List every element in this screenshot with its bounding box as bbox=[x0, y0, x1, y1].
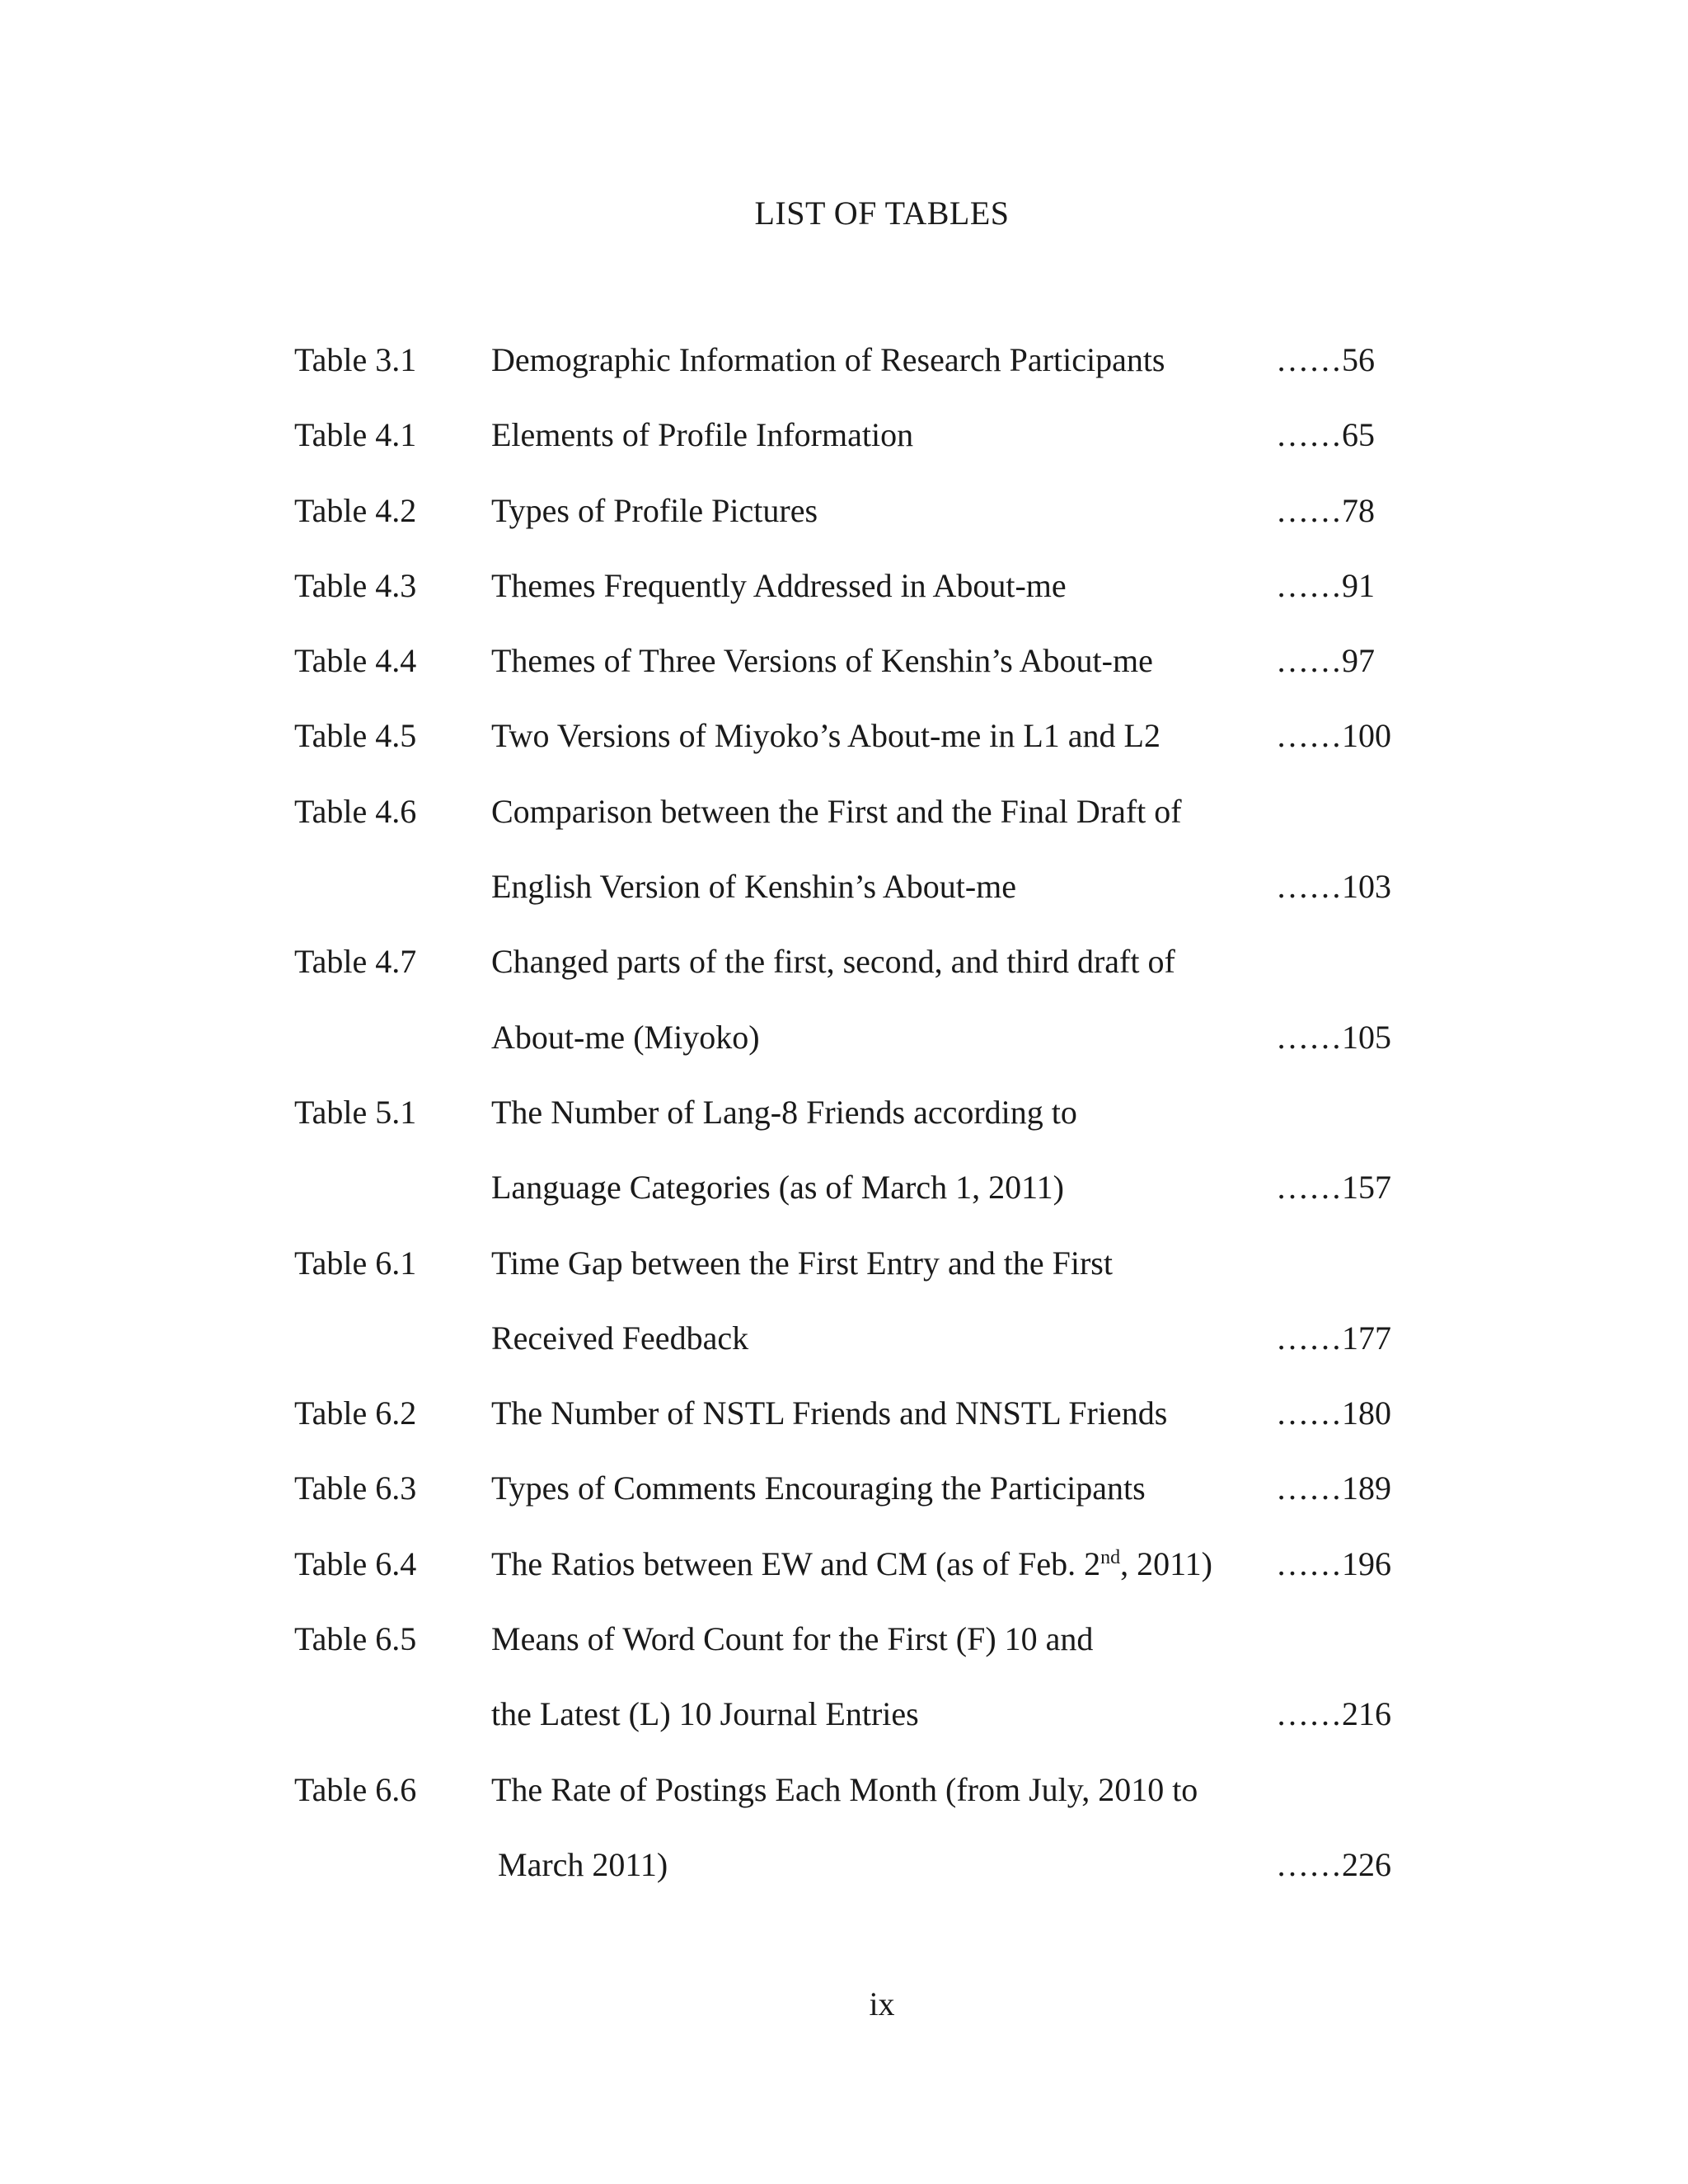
list-item bbox=[0, 1244, 1688, 1319]
page-title: LIST OF TABLES bbox=[754, 194, 1010, 232]
list-item bbox=[0, 1469, 1688, 1544]
list-item bbox=[0, 340, 1688, 415]
page-number: ……100 bbox=[1276, 717, 1391, 755]
table-title: Two Versions of Miyoko’s About-me in L1 and L2 bbox=[491, 717, 1160, 755]
table-title: Means of Word Count for the First (F) 10 and bbox=[491, 1620, 1094, 1658]
page-number: ……177 bbox=[1276, 1319, 1391, 1357]
table-list bbox=[0, 340, 1688, 1920]
table-number: Table 4.7 bbox=[294, 943, 417, 981]
list-item bbox=[0, 1619, 1688, 1694]
table-number: Table 4.1 bbox=[294, 416, 417, 454]
page-number: ……189 bbox=[1276, 1469, 1391, 1507]
table-number: Table 6.6 bbox=[294, 1770, 417, 1808]
table-title: Types of Profile Pictures bbox=[491, 491, 818, 529]
table-number: Table 5.1 bbox=[294, 1093, 417, 1131]
list-item bbox=[0, 1093, 1688, 1168]
table-title: The Rate of Postings Each Month (from July, 2010 to bbox=[491, 1770, 1198, 1808]
page-number: ……157 bbox=[1276, 1169, 1391, 1207]
table-title: the Latest (L) 10 Journal Entries bbox=[491, 1695, 919, 1733]
table-title: Types of Comments Encouraging the Participants bbox=[491, 1469, 1146, 1507]
table-number: Table 6.5 bbox=[294, 1620, 417, 1658]
list-item bbox=[0, 1770, 1688, 1845]
page-number: ……226 bbox=[1276, 1845, 1391, 1883]
list-item bbox=[0, 566, 1688, 641]
table-number: Table 4.4 bbox=[294, 642, 417, 680]
ordinal-suffix: nd bbox=[1100, 1546, 1121, 1568]
table-title: Demographic Information of Research Participants bbox=[491, 341, 1165, 378]
page-number: ……78 bbox=[1276, 491, 1375, 529]
table-number: Table 4.6 bbox=[294, 792, 417, 830]
page-number: ……196 bbox=[1276, 1544, 1391, 1582]
list-item bbox=[0, 415, 1688, 490]
table-title bbox=[491, 1544, 1212, 1583]
table-title: Comparison between the First and the Final Draft of bbox=[491, 792, 1182, 830]
table-title: Themes of Three Versions of Kenshin’s About-me bbox=[491, 642, 1153, 680]
page-number: ……91 bbox=[1276, 566, 1375, 604]
table-title: Time Gap between the First Entry and the First bbox=[491, 1244, 1113, 1282]
table-number: Table 6.2 bbox=[294, 1394, 417, 1432]
table-number: Table 6.4 bbox=[294, 1544, 417, 1582]
list-item-continuation bbox=[0, 1319, 1688, 1394]
page-number: ……97 bbox=[1276, 642, 1375, 680]
table-title: Changed parts of the first, second, and third draft of bbox=[491, 943, 1175, 981]
table-title: Language Categories (as of March 1, 2011) bbox=[491, 1169, 1064, 1207]
page-number: ……56 bbox=[1276, 341, 1375, 378]
list-item bbox=[0, 1544, 1688, 1619]
page-number: ……180 bbox=[1276, 1394, 1391, 1432]
title-text: , 2011) bbox=[1120, 1544, 1212, 1582]
title-text: The Ratios between EW and CM (as of Feb. 2 bbox=[491, 1544, 1101, 1582]
list-item bbox=[0, 491, 1688, 566]
table-title: English Version of Kenshin’s About-me bbox=[491, 868, 1017, 906]
list-item-continuation bbox=[0, 1845, 1688, 1920]
table-title: About-me (Miyoko) bbox=[491, 1018, 760, 1056]
table-number: Table 4.5 bbox=[294, 717, 417, 755]
page-folio: ix bbox=[869, 1985, 895, 2022]
list-item bbox=[0, 716, 1688, 791]
list-item-continuation bbox=[0, 1018, 1688, 1093]
list-item-continuation bbox=[0, 1694, 1688, 1769]
table-title: Themes Frequently Addressed in About-me bbox=[491, 566, 1067, 604]
table-title: Elements of Profile Information bbox=[491, 416, 914, 454]
table-number: Table 4.2 bbox=[294, 491, 417, 529]
list-item bbox=[0, 792, 1688, 867]
table-title: The Number of NSTL Friends and NNSTL Friends bbox=[491, 1394, 1168, 1432]
table-title: The Number of Lang-8 Friends according to bbox=[491, 1093, 1077, 1131]
list-item bbox=[0, 942, 1688, 1017]
list-item-continuation bbox=[0, 1168, 1688, 1243]
page-number: ……216 bbox=[1276, 1695, 1391, 1733]
table-number: Table 6.3 bbox=[294, 1469, 417, 1507]
page-number: ……105 bbox=[1276, 1018, 1391, 1056]
list-item-continuation bbox=[0, 867, 1688, 942]
table-number: Table 4.3 bbox=[294, 566, 417, 604]
table-number: Table 3.1 bbox=[294, 341, 417, 378]
list-item bbox=[0, 1394, 1688, 1469]
table-title: Received Feedback bbox=[491, 1319, 749, 1357]
list-item bbox=[0, 641, 1688, 716]
page-number: ……65 bbox=[1276, 416, 1375, 454]
table-title: March 2011) bbox=[498, 1845, 668, 1883]
table-number: Table 6.1 bbox=[294, 1244, 417, 1282]
page-number: ……103 bbox=[1276, 868, 1391, 906]
